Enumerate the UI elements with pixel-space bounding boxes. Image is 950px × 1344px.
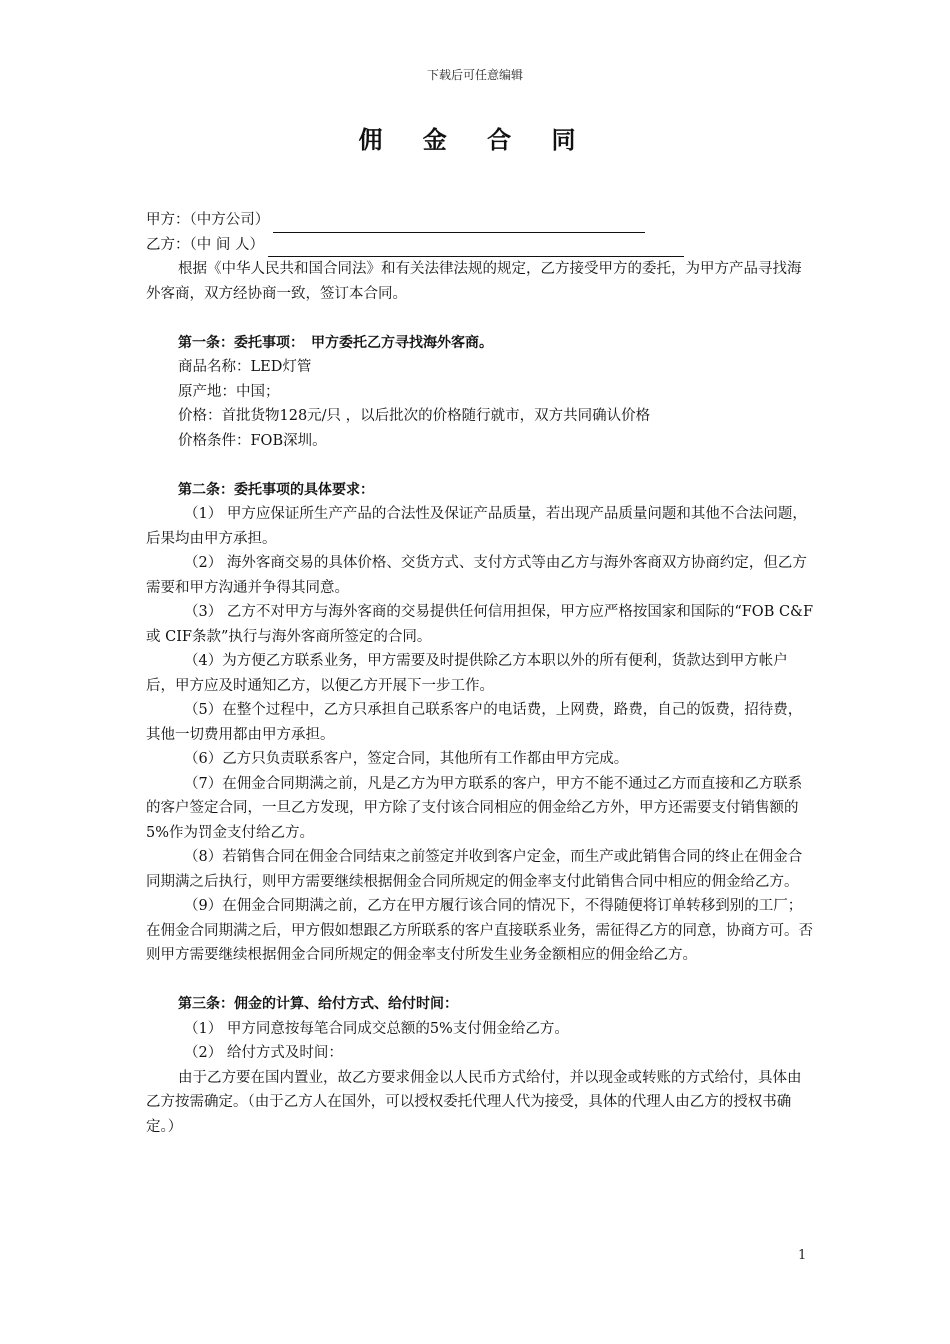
article-2-item: （8）若销售合同在佣金合同结束之前签定并收到客户定金，而生产或此销售合同的终止在佣金合同期满之后执行，则甲方需要继续根据佣金合同所规定的佣金率支付此销售合同中相应的佣金给乙方。: [146, 849, 803, 890]
party-b-line: [146, 233, 814, 258]
party-a-blank: [273, 215, 645, 233]
party-b-blank: [268, 239, 684, 257]
article-1-heading: 第一条：委托事项： 甲方委托乙方寻找海外客商。: [178, 334, 493, 351]
article-3-heading: 第三条：佣金的计算、给付方式、给付时间：: [178, 996, 458, 1012]
article-3-paragraph: 由于乙方要在国内置业，故乙方要求佣金以人民币方式给付，并以现金或转账的方式给付，具体由乙方按需确定。（由于乙方人在国外，可以授权委托代理人代为接受，具体的代理人由乙方的授权书确定。）: [146, 1069, 802, 1135]
article-2-item: （4）为方便乙方联系业务，甲方需要及时提供除乙方本职以外的所有便利，货款达到甲方帐户后，甲方应及时通知乙方，以便乙方开展下一步工作。: [146, 653, 788, 694]
article-2-heading: 第二条：委托事项的具体要求：: [178, 481, 374, 498]
article-1-line: 原产地：中国；: [178, 383, 280, 400]
article-2-item: （3） 乙方不对甲方与海外客商的交易提供任何信用担保，甲方应严格按国家和国际的“FOB C&F或 CIF条款”执行与海外客商所签定的合同。: [146, 604, 814, 645]
party-a-label: 甲方：（中方公司）: [146, 212, 270, 228]
spacer: [146, 306, 814, 331]
contract-body: [146, 208, 814, 1139]
spacer: [146, 968, 814, 993]
document-title: 佣 金 合 同: [358, 126, 592, 154]
article-1-line: 价格条件：FOB深圳。: [178, 432, 327, 449]
spacer: [146, 453, 814, 478]
article-2-item: （9）在佣金合同期满之前，乙方在甲方履行该合同的情况下，不得随便将订单转移到别的工厂；在佣金合同期满之后，甲方假如想跟乙方所联系的客户直接联系业务，需征得乙方的同意，协商方可。否则甲方需要继续根据佣金合同所规定的佣金率支付所发生业务金额相应的佣金给乙方。: [146, 898, 813, 963]
article-2-item: （2） 海外客商交易的具体价格、交货方式、支付方式等由乙方与海外客商双方协商约定，但乙方需要和甲方沟通并争得其同意。: [146, 555, 807, 596]
article-2-item: （6）乙方只负责联系客户，签定合同，其他所有工作都由甲方完成。: [184, 751, 629, 767]
article-1-line: 价格：首批货物128元/只 ，以后批次的价格随行就市，双方共同确认价格: [178, 408, 651, 424]
page-number: 1: [798, 1248, 807, 1263]
party-b-label: 乙方：（中 间 人）: [146, 236, 264, 253]
article-2-item: （1） 甲方应保证所生产产品的合法性及保证产品质量，若出现产品质量问题和其他不合法问题，后果均由甲方承担。: [146, 506, 807, 547]
article-3-item: （1） 甲方同意按每笔合同成交总额的5%支付佣金给乙方。: [184, 1020, 569, 1037]
article-2-item: （7）在佣金合同期满之前，凡是乙方为甲方联系的客户，甲方不能不通过乙方而直接和乙方联系的客户签定合同，一旦乙方发现，甲方除了支付该合同相应的佣金给乙方外，甲方还需要支付销售额的5%作为罚金支付给乙方。: [146, 775, 803, 841]
article-2-item: （5）在整个过程中，乙方只承担自己联系客户的电话费，上网费，路费，自己的饭费，招待费，其他一切费用都由甲方承担。: [146, 702, 803, 743]
intro-paragraph: 根据《中华人民共和国合同法》和有关法律法规的规定，乙方接受甲方的委托，为甲方产品寻找海外客商，双方经协商一致，签订本合同。: [146, 261, 802, 302]
party-a-line: [146, 208, 814, 233]
header-note: 下载后可任意编辑: [426, 68, 523, 82]
article-3-item: （2） 给付方式及时间：: [184, 1045, 343, 1061]
article-1-line: 商品名称：LED灯管: [178, 359, 312, 375]
